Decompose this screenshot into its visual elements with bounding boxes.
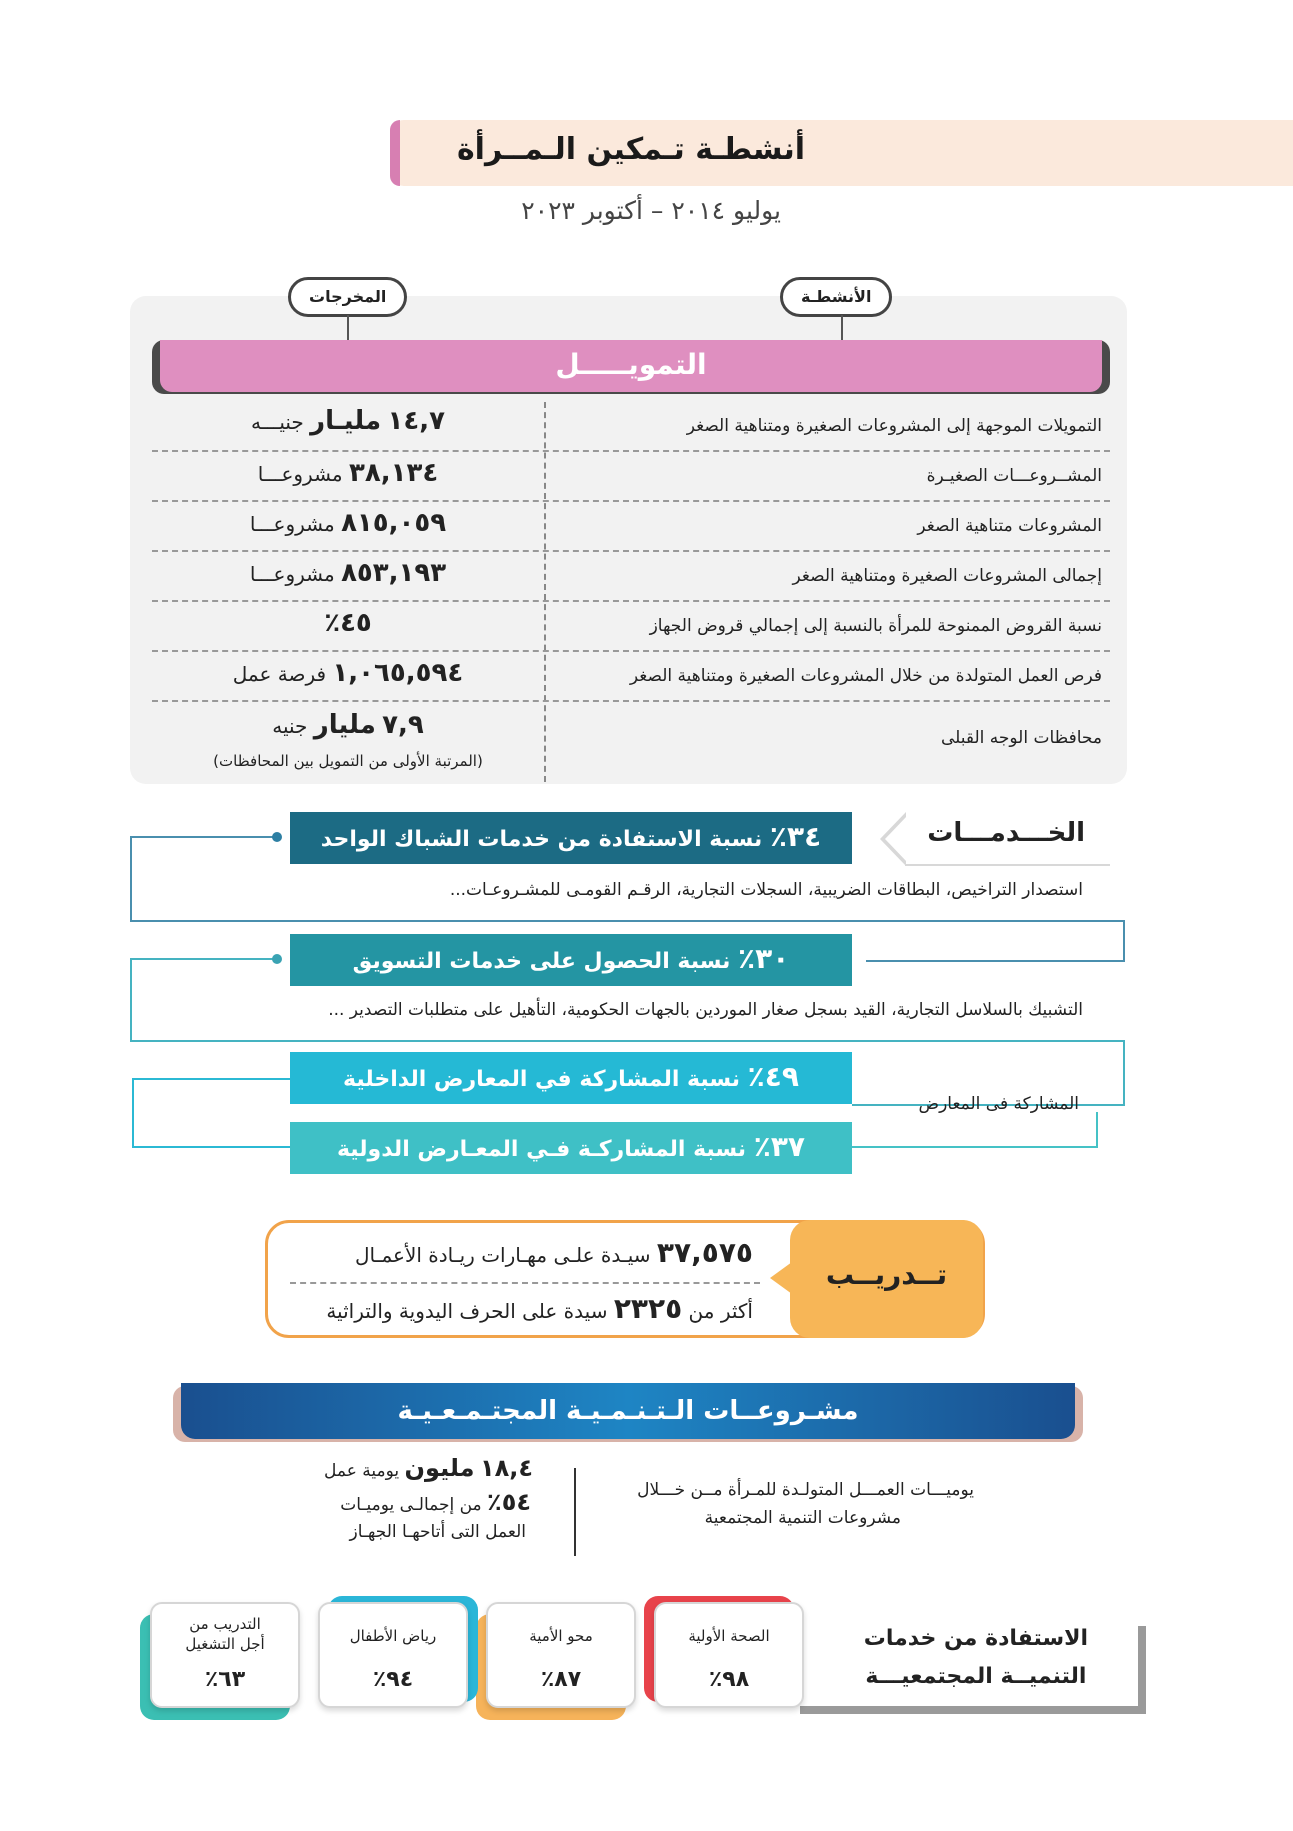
funding-row-label: إجمالى المشروعات الصغيرة ومتناهية الصغر (792, 566, 1102, 586)
funding-row-value: ٤٥٪ (324, 608, 372, 638)
benefits-frame-vertical (1138, 1626, 1146, 1714)
funding-row-value: ٣٨,١٣٤ مشروعـــا (257, 458, 439, 488)
connector (130, 958, 280, 960)
connector (852, 1146, 1098, 1148)
exhibitions-label: المشاركة فى المعارض (918, 1094, 1079, 1114)
connector (866, 960, 1125, 962)
community-desc-line1: يوميـــات العمـــل المتولـدة للمـرأة مــن خـــلال (637, 1480, 974, 1500)
connector (132, 1078, 290, 1080)
funding-title: التمويـــــل (160, 340, 1102, 392)
benefit-card-kindergarten (318, 1602, 468, 1708)
service-desc-networking: التشبيك بالسلاسل التجارية، القيد بسجل صغار الموردين بالجهات الحكومية، التأهيل على متطلبات التصدير ... (328, 1000, 1083, 1020)
benefit-card-literacy (486, 1602, 636, 1708)
benefit-label: التدريب من أجل التشغيل (185, 1615, 265, 1653)
service-desc-licenses: استصدار التراخيص، البطاقات الضريبية، السجلات التجارية، الرقـم القومـى للمشـروعـات... (449, 880, 1083, 900)
benefit-value: ٦٣٪ (204, 1667, 246, 1692)
funding-row-note: (المرتبة الأولى من التمويل بين المحافظات) (213, 752, 483, 770)
activities-stem (841, 315, 843, 341)
outputs-label: المخرجات (288, 277, 407, 317)
funding-row (152, 652, 1110, 702)
connector (132, 1078, 134, 1148)
funding-row (152, 702, 1110, 782)
service-bar-marketing: ٣٠٪ نسبة الحصول على خدمات التسويق (290, 934, 852, 986)
funding-row-label: التمويلات الموجهة إلى المشروعات الصغيرة ومتناهية الصغر (686, 416, 1102, 436)
benefit-label: رياض الأطفال (349, 1627, 437, 1645)
funding-row (152, 452, 1110, 502)
services-title: الخـــدمـــات (927, 818, 1085, 848)
community-desc-line2: مشروعات التنمية المجتمعية (704, 1508, 901, 1528)
page-title: أنشطـة تـمكين الـمــرأة (456, 132, 805, 167)
connector (1123, 920, 1125, 962)
services-arrow-inner (885, 816, 907, 862)
activities-label: الأنشطـة (780, 277, 892, 317)
community-stat-share: ٥٤٪ من إجمالـى يوميـات (340, 1488, 531, 1516)
training-crafts: أكثر من ٢٣٢٥ سيدة على الحرف اليدوية والتراثية (326, 1292, 753, 1325)
benefits-title: الاستفادة من خدمات التنميــة المجتمعيـــة (863, 1626, 1088, 1689)
connector-dot (272, 832, 282, 842)
benefit-label: محو الأمية (529, 1627, 593, 1645)
page-subtitle: يوليو ٢٠١٤ – أكتوبر ٢٠٢٣ (521, 196, 781, 225)
services-underline (905, 864, 1110, 866)
service-bar-international-exhibitions: ٣٧٪ نسبة المشاركـة فـي المعـارض الدولية (290, 1122, 852, 1174)
benefit-value: ٨٧٪ (540, 1667, 582, 1692)
community-title: مشـروعــات الـتـنـمـيـة المجتـمـعـيـة (181, 1383, 1075, 1439)
funding-row-value: ١٤,٧ مليـار جنيـــه (251, 406, 445, 436)
connector (130, 958, 132, 1042)
service-bar-one-stop-shop: ٣٤٪ نسبة الاستفادة من خدمات الشباك الواحد (290, 812, 852, 864)
funding-row-label: المشــروعـــات الصغيـرة (926, 466, 1102, 486)
funding-row-label: محافظات الوجه القبلى (940, 728, 1102, 748)
benefit-card-health (654, 1602, 804, 1708)
training-entrepreneurship: ٣٧,٥٧٥ سيـدة علـى مهـارات ريـادة الأعمـال (354, 1236, 753, 1269)
connector-dot (272, 954, 282, 964)
service-bar-local-exhibitions: ٤٩٪ نسبة المشاركة في المعارض الداخلية (290, 1052, 852, 1104)
training-title: تــدريــب (825, 1258, 948, 1291)
funding-row (152, 502, 1110, 552)
funding-row (152, 552, 1110, 602)
funding-row-label: المشروعات متناهية الصغر (917, 516, 1102, 536)
connector (132, 1146, 290, 1148)
connector (1123, 1040, 1125, 1106)
community-stat-workdays: ١٨,٤ مليون يومية عمل (324, 1454, 533, 1482)
training-notch (770, 1262, 792, 1294)
funding-row-value: ٧,٩ مليار جنيه (272, 710, 424, 740)
funding-row (152, 602, 1110, 652)
outputs-stem (347, 315, 349, 341)
header-accent (390, 120, 400, 186)
funding-row (152, 402, 1110, 452)
community-divider (574, 1468, 576, 1556)
funding-row-value: ٨٥٣,١٩٣ مشروعـــا (249, 558, 447, 588)
benefits-frame-horizontal (800, 1706, 1146, 1714)
benefit-label: الصحة الأولية (688, 1627, 770, 1645)
benefit-card-employment-training (150, 1602, 300, 1708)
funding-row-value: ١,٠٦٥,٥٩٤ فرصة عمل (232, 658, 464, 688)
connector (130, 836, 132, 922)
connector (130, 920, 1125, 922)
community-stat-share-line2: العمل التى أتاحهـا الجهـاز (349, 1522, 526, 1542)
connector (130, 1040, 1125, 1042)
benefit-value: ٩٤٪ (372, 1667, 414, 1692)
training-separator (290, 1282, 760, 1284)
funding-row-label: فرص العمل المتولدة من خلال المشروعات الصغيرة ومتناهية الصغر (629, 666, 1102, 686)
benefit-value: ٩٨٪ (708, 1667, 750, 1692)
funding-row-label: نسبة القروض الممنوحة للمرأة بالنسبة إلى إجمالي قروض الجهاز (649, 616, 1102, 636)
funding-row-value: ٨١٥,٠٥٩ مشروعـــا (249, 508, 447, 538)
connector (1096, 1112, 1098, 1148)
connector (130, 836, 280, 838)
